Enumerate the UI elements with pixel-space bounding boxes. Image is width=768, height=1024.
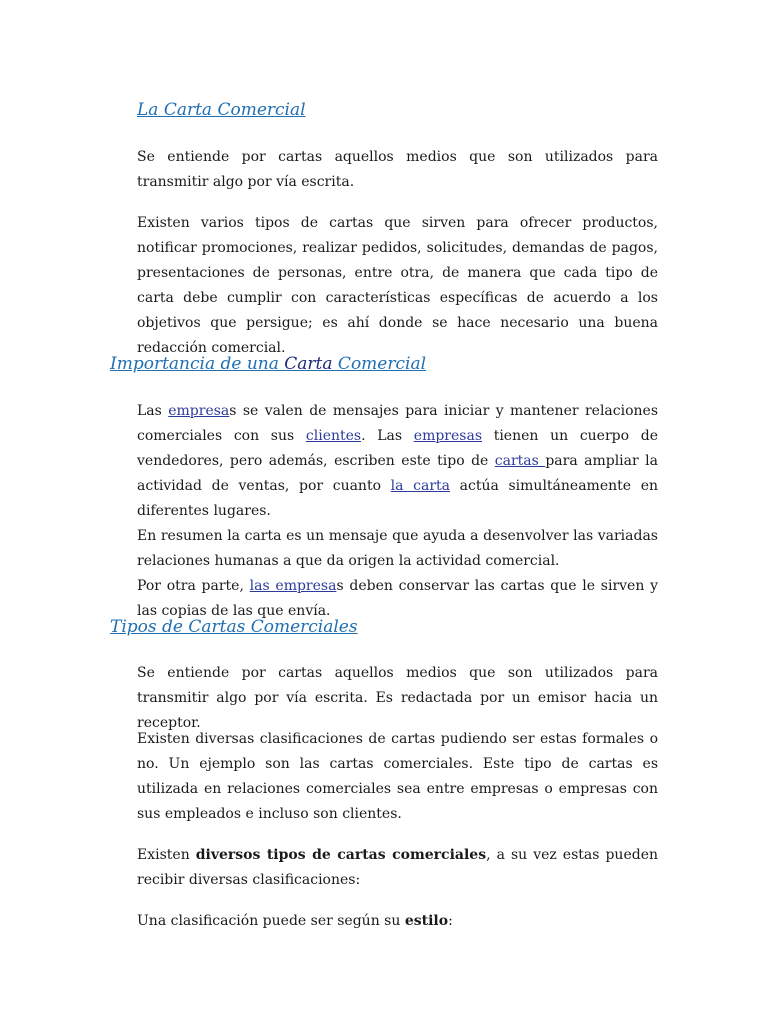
text-segment: , a su vez estas pueden recibir diversas clasificaciones: bbox=[137, 847, 658, 888]
paragraph-clasificaciones: Existen diversas clasificaciones de cartas pudiendo ser estas formales o no. Un ejemplo son las cartas comerciales. Este tipo de cartas es utilizada en relaciones comerciales sea entre empresas o empresas con sus empleados e incluso son clientes. bbox=[137, 731, 658, 822]
bold-text: diversos tipos de cartas comerciales bbox=[195, 847, 487, 863]
text-segment: Existen bbox=[137, 847, 196, 863]
link-cartas[interactable]: cartas bbox=[494, 453, 546, 469]
link-empresas[interactable]: empresas bbox=[413, 428, 482, 444]
link-empresa[interactable]: empresa bbox=[168, 403, 230, 419]
heading-carta-link[interactable]: Carta bbox=[284, 354, 333, 374]
paragraph-definition-2: Se entiende por cartas aquellos medios que son utilizados para transmitir algo por vía escrita. Es redactada por un emisor hacia un receptor. bbox=[137, 665, 658, 731]
paragraph-diversos-tipos bbox=[137, 843, 658, 893]
paragraph-resumen: En resumen la carta es un mensaje que ayuda a desenvolver las variadas relaciones humanas a que da origen la actividad comercial. bbox=[137, 528, 658, 569]
heading-tipos-cartas-comerciales: Tipos de Cartas Comerciales bbox=[110, 617, 358, 637]
text-segment: Las bbox=[137, 403, 169, 419]
bold-text: estilo bbox=[404, 913, 449, 929]
link-la-carta[interactable]: la carta bbox=[390, 478, 450, 494]
text-segment: para ampliar la actividad de ventas, por cuanto bbox=[137, 453, 658, 494]
heading-importancia bbox=[110, 354, 426, 374]
paragraph-definition: Se entiende por cartas aquellos medios que son utilizados para transmitir algo por vía escrita. bbox=[137, 149, 658, 190]
paragraph-empresas bbox=[137, 399, 658, 524]
text-segment: Por otra parte, bbox=[137, 578, 250, 594]
heading-importancia-part2: Comercial bbox=[332, 354, 427, 374]
link-las-empresas[interactable]: las empresa bbox=[249, 578, 337, 594]
text-segment: s se valen de mensajes para iniciar y mantener relaciones comerciales con sus bbox=[137, 403, 659, 444]
heading-importancia-part1: Importancia de una bbox=[110, 354, 285, 374]
text-segment: tienen un cuerpo de vendedores, pero además, escriben este tipo de bbox=[137, 428, 658, 469]
text-segment: s deben conservar las cartas que le sirven y las copias de las que envía. bbox=[137, 578, 658, 619]
text-segment: Una clasificación puede ser según su bbox=[137, 913, 405, 929]
link-clientes[interactable]: clientes bbox=[305, 428, 362, 444]
text-segment: actúa simultáneamente en diferentes lugares. bbox=[137, 478, 658, 519]
paragraph-estilo bbox=[137, 909, 658, 934]
heading-la-carta-comercial: La Carta Comercial bbox=[137, 100, 306, 120]
importancia-block bbox=[137, 399, 658, 624]
text-segment: : bbox=[448, 913, 453, 929]
paragraph-tipos-cartas: Existen varios tipos de cartas que sirven para ofrecer productos, notificar promociones, realizar pedidos, solicitudes, demandas de pagos, presentaciones de personas, entre otra, de manera que cada tipo de carta debe cumplir con características específicas de acuerdo a los objetivos que persigue; es ahí donde se hace necesario una buena redacción comercial. bbox=[137, 215, 658, 356]
text-segment: . Las bbox=[361, 428, 414, 444]
